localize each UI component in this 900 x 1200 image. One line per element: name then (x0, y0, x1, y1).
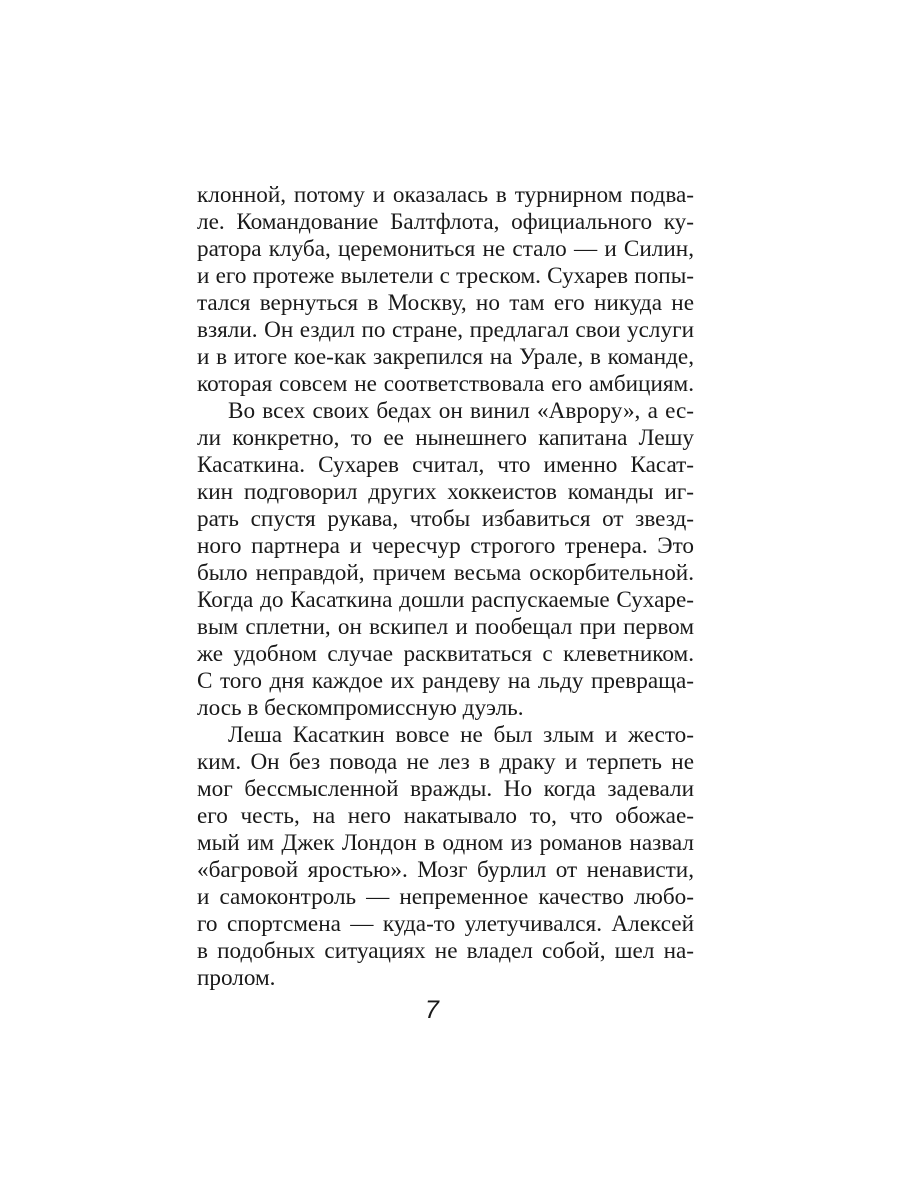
text-line: Леша Касаткин вовсе не был злым и жесто- (228, 722, 694, 748)
text-line: Касаткина. Сухарев считал, что именно Касат- (197, 452, 694, 478)
text-line: же удобном случае расквитаться с клеветником. (197, 641, 694, 667)
text-line: ле. Командование Балтфлота, официального ку- (197, 209, 694, 235)
page-number-label: 7 (425, 996, 439, 1024)
text-line: было неправдой, причем весьма оскорбительной. (197, 560, 694, 586)
text-line: мый им Джек Лондон в одном из романов назвал (197, 830, 694, 856)
text-line: пролом. (197, 965, 276, 991)
text-line: его честь, на него накатывало то, что обожае- (197, 803, 694, 829)
text-line: мог бессмысленной вражды. Но когда задевали (197, 776, 694, 802)
text-line: вым сплетни, он вскипел и пообещал при первом (197, 614, 694, 640)
text-line: которая совсем не соответствовала его амбициям. (197, 371, 694, 397)
text-line: Когда до Касаткина дошли распускаемые Сухаре- (197, 587, 694, 613)
text-line: и самоконтроль — непременное качество любо- (197, 884, 694, 910)
text-line: ратора клуба, церемониться не стало — и Силин, (197, 236, 694, 262)
text-line: и в итоге кое-как закрепился на Урале, в команде, (197, 344, 694, 370)
text-line: взяли. Он ездил по стране, предлагал свои услуги (197, 317, 694, 343)
text-line: «багровой яростью». Мозг бурлил от ненависти, (197, 857, 694, 883)
text-line: го спортсмена — куда-то улетучивался. Алексей (197, 911, 694, 937)
text-line: кин подговорил других хоккеистов команды иг- (197, 479, 694, 505)
text-line: тался вернуться в Москву, но там его никуда не (197, 290, 694, 316)
text-line: Во всех своих бедах он винил «Аврору», а ес- (228, 398, 694, 424)
text-line: ли конкретно, то ее нынешнего капитана Лешу (197, 425, 694, 451)
text-line: рать спустя рукава, чтобы избавиться от звезд- (197, 506, 694, 532)
text-line: С того дня каждое их рандеву на льду превраща- (197, 668, 694, 694)
text-line: и его протеже вылетели с треском. Сухарев попы- (197, 263, 694, 289)
text-line: в подобных ситуациях не владел собой, шел на- (197, 938, 694, 964)
text-line: ким. Он без повода не лез в драку и терпеть не (197, 749, 694, 775)
text-line: ного партнера и чересчур строгого тренера. Это (197, 533, 694, 559)
text-line: лось в бескомпромиссную дуэль. (197, 695, 524, 721)
text-line: клонной, потому и оказалась в турнирном подва- (197, 182, 694, 208)
